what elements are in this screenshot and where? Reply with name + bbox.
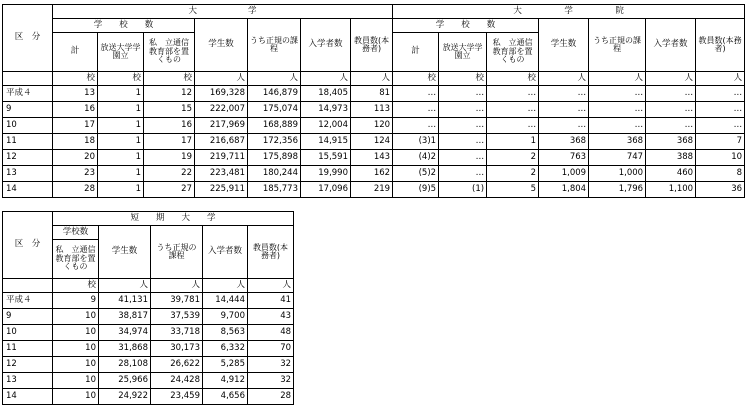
univ-cell: (3)1 bbox=[393, 134, 439, 150]
unit-cell: 校 bbox=[144, 72, 195, 86]
univ-cell: 1 bbox=[98, 134, 144, 150]
univ-cell: 217,969 bbox=[195, 118, 248, 134]
jc-table-row bbox=[3, 373, 294, 389]
univ-cell: 460 bbox=[646, 166, 696, 182]
univ-cell: 2 bbox=[487, 166, 539, 182]
univ-cell: 162 bbox=[351, 166, 393, 182]
unit-cell: 人 bbox=[301, 72, 351, 86]
unit-cell: 校 bbox=[393, 72, 439, 86]
univ-cell: 15 bbox=[144, 102, 195, 118]
univ-cell: 22 bbox=[144, 166, 195, 182]
univ-cell: 17 bbox=[144, 134, 195, 150]
univ-cell: 12 bbox=[144, 86, 195, 102]
jc-col-private-correspondence: 私 立通信教育部を置くもの bbox=[53, 240, 99, 279]
univ-cell: 124 bbox=[351, 134, 393, 150]
jc-row-label: 13 bbox=[3, 373, 53, 389]
jc-cell: 10 bbox=[53, 357, 99, 373]
univ-cell: (9)5 bbox=[393, 182, 439, 198]
univ-cell: 388 bbox=[646, 150, 696, 166]
jc-cell: 10 bbox=[53, 309, 99, 325]
univ-cell: … bbox=[439, 86, 487, 102]
jc-unit-cell: 人 bbox=[151, 279, 203, 293]
grad-school-count-header: 学 校 数 bbox=[393, 19, 539, 33]
univ-cell: … bbox=[393, 86, 439, 102]
jc-cell: 28,108 bbox=[99, 357, 151, 373]
jc-row-label: 11 bbox=[3, 341, 53, 357]
univ-cell: 1 bbox=[98, 150, 144, 166]
univ-cell: 8 bbox=[696, 166, 745, 182]
jc-cell: 8,563 bbox=[203, 325, 248, 341]
univ-cell: 28 bbox=[53, 182, 98, 198]
univ-cell: (5)2 bbox=[393, 166, 439, 182]
univ-cell: 216,687 bbox=[195, 134, 248, 150]
jc-unit-cell: 人 bbox=[99, 279, 151, 293]
univ-cell: 368 bbox=[589, 134, 646, 150]
univ-cell: 368 bbox=[646, 134, 696, 150]
unit-cell: 人 bbox=[351, 72, 393, 86]
jc-col-entrants: 入学者数 bbox=[203, 226, 248, 279]
univ-table-row bbox=[3, 166, 745, 182]
jc-table-row bbox=[3, 325, 294, 341]
jc-row-label: 12 bbox=[3, 357, 53, 373]
jc-row-label: 9 bbox=[3, 309, 53, 325]
univ-table-row bbox=[3, 102, 745, 118]
univ-cell: 1 bbox=[98, 182, 144, 198]
jc-cell: 34,974 bbox=[99, 325, 151, 341]
jc-table-row bbox=[3, 309, 294, 325]
unit-cell: 人 bbox=[646, 72, 696, 86]
univ-cell: 169,328 bbox=[195, 86, 248, 102]
univ-cell: 1,804 bbox=[539, 182, 589, 198]
col-total: 計 bbox=[53, 33, 98, 72]
univ-cell: … bbox=[589, 118, 646, 134]
jc-cell: 48 bbox=[248, 325, 294, 341]
univ-cell: 1 bbox=[98, 102, 144, 118]
grad-col-open-univ: 放送大学学園立 bbox=[439, 33, 487, 72]
jc-cell: 10 bbox=[53, 389, 99, 405]
univ-cell: 223,481 bbox=[195, 166, 248, 182]
jc-table-row bbox=[3, 293, 294, 309]
jc-cell: 6,332 bbox=[203, 341, 248, 357]
jc-cell: 28 bbox=[248, 389, 294, 405]
univ-table-row bbox=[3, 118, 745, 134]
school-count-header: 学 校 数 bbox=[53, 19, 195, 33]
grad-col-private-correspondence: 私 立通信教育部を置くもの bbox=[487, 33, 539, 72]
univ-cell: 175,898 bbox=[248, 150, 301, 166]
unit-cell: 人 bbox=[539, 72, 589, 86]
jc-cell: 37,539 bbox=[151, 309, 203, 325]
univ-cell: … bbox=[487, 118, 539, 134]
univ-cell: 1 bbox=[98, 118, 144, 134]
jc-cell: 10 bbox=[53, 341, 99, 357]
univ-cell: 5 bbox=[487, 182, 539, 198]
jc-cell: 31,868 bbox=[99, 341, 151, 357]
univ-cell: 143 bbox=[351, 150, 393, 166]
jc-table-row bbox=[3, 389, 294, 405]
jc-row-header: 区 分 bbox=[3, 212, 53, 279]
univ-cell: … bbox=[589, 86, 646, 102]
jc-cell: 70 bbox=[248, 341, 294, 357]
jc-cell: 10 bbox=[53, 325, 99, 341]
univ-cell: 36 bbox=[696, 182, 745, 198]
univ-cell: 19 bbox=[144, 150, 195, 166]
univ-cell: 1 bbox=[98, 166, 144, 182]
unit-cell: 校 bbox=[53, 72, 98, 86]
univ-cell: … bbox=[646, 86, 696, 102]
univ-cell: 222,007 bbox=[195, 102, 248, 118]
unit-cell: 校 bbox=[487, 72, 539, 86]
jc-cell: 24,922 bbox=[99, 389, 151, 405]
univ-cell: … bbox=[696, 102, 745, 118]
jc-col-students: 学生数 bbox=[99, 226, 151, 279]
junior-college-table bbox=[2, 211, 294, 405]
univ-cell: … bbox=[696, 118, 745, 134]
jc-cell: 30,173 bbox=[151, 341, 203, 357]
unit-cell: 校 bbox=[98, 72, 144, 86]
grad-col-teachers: 教員数(本務者) bbox=[696, 19, 745, 72]
jc-cell: 39,781 bbox=[151, 293, 203, 309]
jc-cell: 32 bbox=[248, 357, 294, 373]
jc-cell: 38,817 bbox=[99, 309, 151, 325]
jc-school-count-header: 学校数 bbox=[53, 226, 99, 240]
univ-cell: 1,000 bbox=[589, 166, 646, 182]
univ-cell: 120 bbox=[351, 118, 393, 134]
university-table bbox=[2, 4, 745, 198]
univ-cell: 168,889 bbox=[248, 118, 301, 134]
univ-cell: 368 bbox=[539, 134, 589, 150]
grad-col-regular: うち正規の課程 bbox=[589, 19, 646, 72]
jc-row-label: 14 bbox=[3, 389, 53, 405]
univ-cell: … bbox=[487, 86, 539, 102]
jc-unit-row bbox=[3, 279, 294, 293]
row-header: 区 分 bbox=[3, 5, 53, 72]
univ-cell: 14,915 bbox=[301, 134, 351, 150]
univ-cell: 18,405 bbox=[301, 86, 351, 102]
univ-cell: … bbox=[393, 102, 439, 118]
univ-cell: 1,796 bbox=[589, 182, 646, 198]
univ-cell: 1,100 bbox=[646, 182, 696, 198]
univ-cell: 7 bbox=[696, 134, 745, 150]
unit-cell: 校 bbox=[439, 72, 487, 86]
univ-cell: … bbox=[439, 150, 487, 166]
univ-cell: 17 bbox=[53, 118, 98, 134]
univ-row-label: 9 bbox=[3, 102, 53, 118]
univ-cell: (1) bbox=[439, 182, 487, 198]
univ-cell: 180,244 bbox=[248, 166, 301, 182]
jc-cell: 4,912 bbox=[203, 373, 248, 389]
grad-col-total: 計 bbox=[393, 33, 439, 72]
univ-cell: 15,591 bbox=[301, 150, 351, 166]
univ-row-label: 14 bbox=[3, 182, 53, 198]
univ-row-label: 平成４ bbox=[3, 86, 53, 102]
jc-row-label: 平成４ bbox=[3, 293, 53, 309]
univ-cell: 14,973 bbox=[301, 102, 351, 118]
univ-cell: … bbox=[439, 134, 487, 150]
unit-cell: 人 bbox=[195, 72, 248, 86]
univ-cell: … bbox=[646, 102, 696, 118]
jc-cell: 24,428 bbox=[151, 373, 203, 389]
univ-cell: 18 bbox=[53, 134, 98, 150]
jc-unit-cell: 人 bbox=[203, 279, 248, 293]
univ-cell: … bbox=[539, 102, 589, 118]
jc-cell: 25,966 bbox=[99, 373, 151, 389]
unit-cell: 人 bbox=[696, 72, 745, 86]
jc-cell: 4,656 bbox=[203, 389, 248, 405]
jc-cell: 32 bbox=[248, 373, 294, 389]
jc-unit-cell: 人 bbox=[248, 279, 294, 293]
univ-table-row bbox=[3, 150, 745, 166]
univ-cell: 19,990 bbox=[301, 166, 351, 182]
univ-cell: (4)2 bbox=[393, 150, 439, 166]
grad-col-entrants: 入学者数 bbox=[646, 19, 696, 72]
univ-cell: 1 bbox=[487, 134, 539, 150]
jc-cell: 9 bbox=[53, 293, 99, 309]
col-entrants: 入学者数 bbox=[301, 19, 351, 72]
univ-table-row bbox=[3, 182, 745, 198]
univ-cell: 113 bbox=[351, 102, 393, 118]
univ-row-label: 11 bbox=[3, 134, 53, 150]
jc-cell: 41,131 bbox=[99, 293, 151, 309]
jc-row-label: 10 bbox=[3, 325, 53, 341]
jc-col-teachers: 教員数(本務者) bbox=[248, 226, 294, 279]
univ-cell: 17,096 bbox=[301, 182, 351, 198]
univ-cell: 23 bbox=[53, 166, 98, 182]
jc-cell: 26,622 bbox=[151, 357, 203, 373]
univ-cell: 27 bbox=[144, 182, 195, 198]
univ-cell: … bbox=[696, 86, 745, 102]
univ-cell: … bbox=[439, 166, 487, 182]
col-teachers: 教員数(本務者) bbox=[351, 19, 393, 72]
unit-cell: 人 bbox=[248, 72, 301, 86]
jc-cell: 33,718 bbox=[151, 325, 203, 341]
univ-cell: … bbox=[539, 86, 589, 102]
univ-cell: … bbox=[393, 118, 439, 134]
univ-cell: 10 bbox=[696, 150, 745, 166]
daigakuin-title: 大 学 院 bbox=[393, 5, 745, 19]
jc-table-row bbox=[3, 341, 294, 357]
daigaku-title: 大 学 bbox=[53, 5, 393, 19]
univ-cell: … bbox=[589, 102, 646, 118]
univ-cell: 13 bbox=[53, 86, 98, 102]
grad-col-students: 学生数 bbox=[539, 19, 589, 72]
univ-cell: 12,004 bbox=[301, 118, 351, 134]
univ-cell: 16 bbox=[144, 118, 195, 134]
col-regular: うち正規の課程 bbox=[248, 19, 301, 72]
univ-cell: 219 bbox=[351, 182, 393, 198]
jc-cell: 5,285 bbox=[203, 357, 248, 373]
univ-cell: … bbox=[439, 102, 487, 118]
univ-table-row bbox=[3, 86, 745, 102]
univ-cell: 1,009 bbox=[539, 166, 589, 182]
univ-cell: 20 bbox=[53, 150, 98, 166]
jc-col-regular: うち正規の課程 bbox=[151, 226, 203, 279]
jc-unit-cell: 校 bbox=[53, 279, 99, 293]
univ-cell: … bbox=[646, 118, 696, 134]
jc-cell: 10 bbox=[53, 373, 99, 389]
univ-cell: … bbox=[539, 118, 589, 134]
univ-cell: … bbox=[487, 102, 539, 118]
univ-row-label: 13 bbox=[3, 166, 53, 182]
univ-cell: 219,711 bbox=[195, 150, 248, 166]
jc-cell: 43 bbox=[248, 309, 294, 325]
univ-table-row bbox=[3, 134, 745, 150]
col-private-correspondence: 私 立通信教育部を置くもの bbox=[144, 33, 195, 72]
univ-cell: 16 bbox=[53, 102, 98, 118]
unit-cell: 人 bbox=[589, 72, 646, 86]
jc-cell: 41 bbox=[248, 293, 294, 309]
univ-cell: 763 bbox=[539, 150, 589, 166]
jc-cell: 23,459 bbox=[151, 389, 203, 405]
jc-title: 短 期 大 学 bbox=[53, 212, 294, 226]
univ-cell: 172,356 bbox=[248, 134, 301, 150]
col-open-univ: 放送大学学園立 bbox=[98, 33, 144, 72]
univ-cell: 81 bbox=[351, 86, 393, 102]
jc-cell: 9,700 bbox=[203, 309, 248, 325]
univ-cell: 175,074 bbox=[248, 102, 301, 118]
univ-cell: 146,879 bbox=[248, 86, 301, 102]
univ-cell: … bbox=[439, 118, 487, 134]
univ-row-label: 12 bbox=[3, 150, 53, 166]
jc-table-row bbox=[3, 357, 294, 373]
univ-row-label: 10 bbox=[3, 118, 53, 134]
unit-row bbox=[3, 72, 745, 86]
univ-cell: 2 bbox=[487, 150, 539, 166]
univ-cell: 225,911 bbox=[195, 182, 248, 198]
jc-cell: 14,444 bbox=[203, 293, 248, 309]
univ-cell: 747 bbox=[589, 150, 646, 166]
univ-cell: 1 bbox=[98, 86, 144, 102]
univ-cell: 185,773 bbox=[248, 182, 301, 198]
col-students: 学生数 bbox=[195, 19, 248, 72]
